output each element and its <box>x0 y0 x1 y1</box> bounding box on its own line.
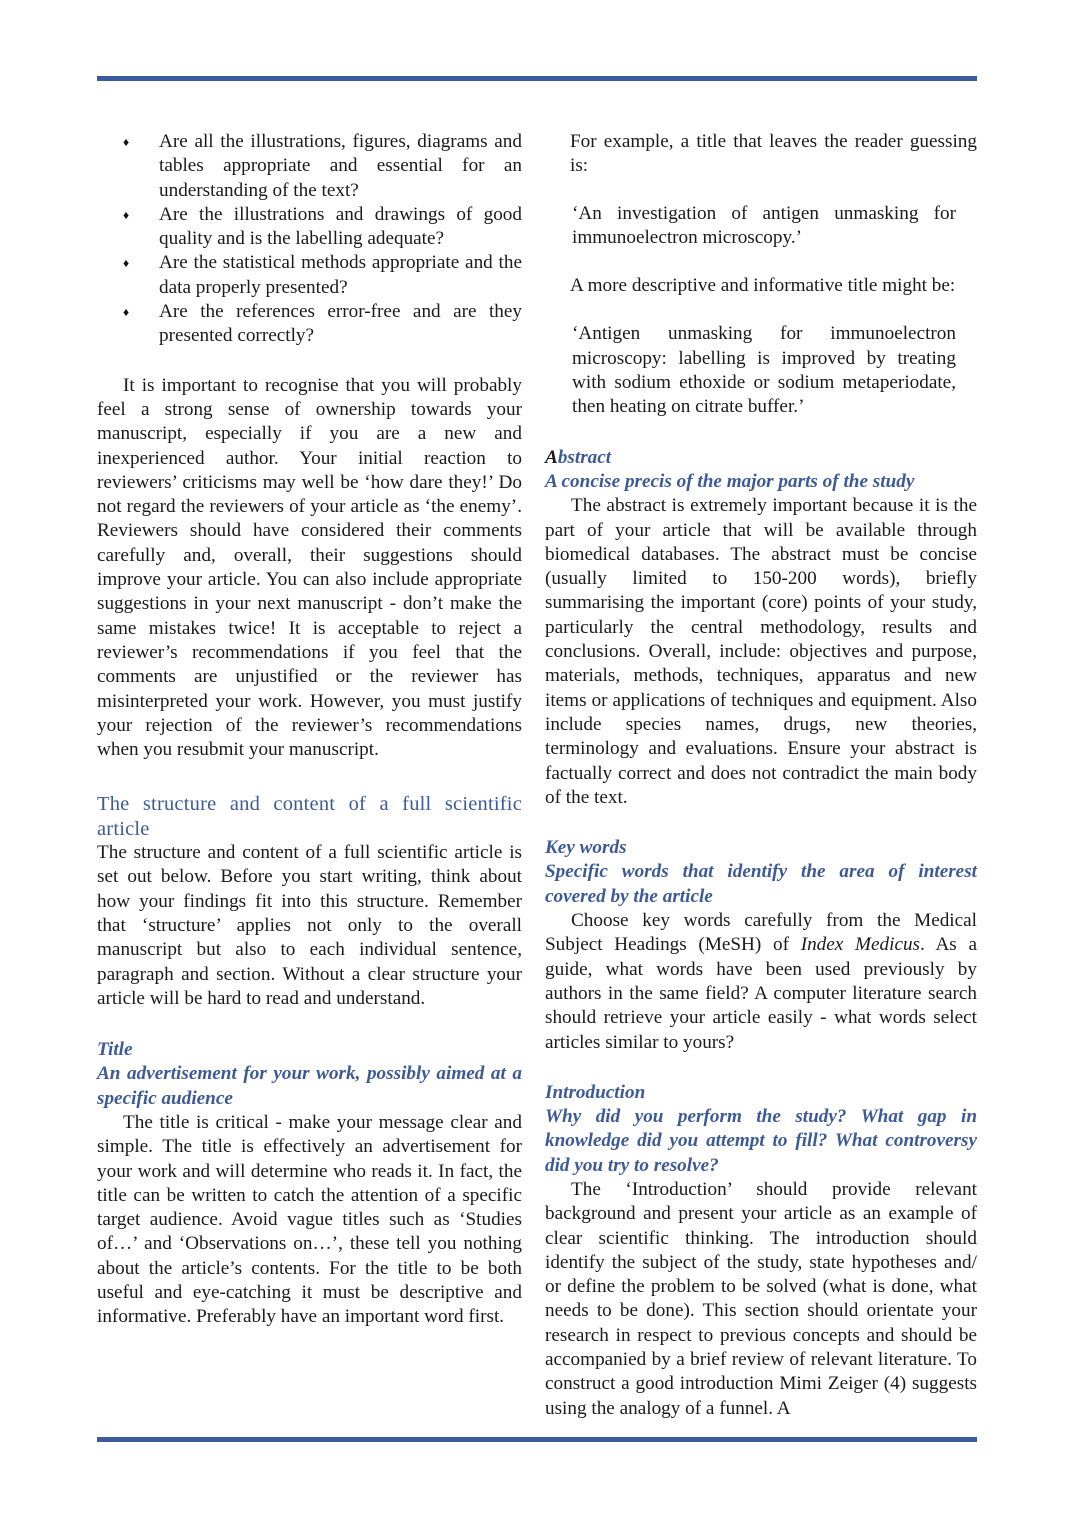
checklist-item <box>97 300 522 349</box>
keywords-paragraph <box>545 909 977 1055</box>
introduction-paragraph: The ‘Introduction’ should provide relevant background and present your article as an example of clear scientific thinking. The introduction should identify the subject of the study, state hypotheses and/ or define the problem to be solved (what is done, what needs to be done). This section should orientate your research in respect to previous concepts and should be accompanied by a brief review of relevant literature. To construct a good introduction Mimi Zeiger (4) suggests using the analogy of a funnel. A <box>545 1178 977 1419</box>
checklist-item <box>97 203 522 252</box>
bottom-rule <box>97 1437 977 1442</box>
introduction-subheading: Why did you perform the study? What gap in knowledge did you attempt to fill? What controversy did you try to resolve? <box>545 1106 977 1176</box>
example-good-title: ‘Antigen unmasking for immunoelectron microscopy: labelling is improved by treating with sodium ethoxide or sodium metaperiodate, then heating on citrate buffer.’ <box>572 323 956 418</box>
checklist-item-text: Are all the illustrations, figures, diagrams and tables appropriate and essential for an understanding of the text? <box>159 131 522 201</box>
checklist-item-text: Are the references error-free and are they presented correctly? <box>159 301 522 347</box>
keywords-text-part: . As a guide, what words have been used previously by authors in the same field? A computer literature search should retrieve your article easily - what words select articles similar to yours? <box>545 934 977 1053</box>
abstract-heading-rest: bstract <box>557 446 612 468</box>
example-intro: For example, a title that leaves the reader guessing is: <box>570 131 977 177</box>
example-bad-title: ‘An investigation of antigen unmasking for immunoelectron microscopy.’ <box>572 202 956 248</box>
example-better-intro: A more descriptive and informative title might be: <box>570 275 956 297</box>
abstract-paragraph: The abstract is extremely important because it is the part of your article that will be available through biomedical databases. The abstract must be concise (usually limited to 150-200 words), briefly summarising the important (core) points of your study, particularly the central methodology, results and conclusions. Overall, include: objectives and purpose, materials, methods, techniques, apparatus and new items or applications of techniques and equipment. Also include species names, drugs, new theories, terminology and evaluations. Ensure your abstract is factually correct and does not contradict the main body of the text. <box>545 495 977 808</box>
ownership-paragraph: It is important to recognise that you will probably feel a strong sense of ownership towards your manuscript, especially if you are a new and inexperienced author. Your initial reaction to reviewers’ criticisms may well be ‘how dare they!’ Do not regard the reviewers of your article as ‘the enemy’. Reviewers should have considered their comments carefully and, overall, their suggestions should improve your article. You can also include appropriate suggestions in your next manuscript - don’t make the same mistakes twice! It is acceptable to reject a reviewer’s recommendations if you feel that the comments are unjustified or the reviewer has misinterpreted your work. However, you must justify your rejection of the reviewer’s recommendations when you resubmit your manuscript. <box>97 374 522 761</box>
diamond-bullet-icon: ♦ <box>123 207 130 222</box>
introduction-heading: Introduction <box>545 1081 646 1103</box>
checklist-item-text: Are the statistical methods appropriate and the data properly presented? <box>159 252 522 298</box>
title-paragraph: The title is critical - make your message clear and simple. The title is effectively an advertisement for your work and will determine who reads it. In fact, the title can be written to catch the attention of a specific target audience. Avoid vague titles such as ‘Studies of…’ and ‘Observations on…’, these tell you nothing about the article’s contents. For the title to be both useful and eye-catching it must be descriptive and informative. Preferably have an important word first. <box>97 1111 522 1328</box>
diamond-bullet-icon: ♦ <box>123 305 130 320</box>
top-rule <box>97 76 977 81</box>
right-column <box>545 130 977 1421</box>
keywords-heading: Key words <box>545 837 627 859</box>
section-heading-structure: The structure and content of a full scientific article <box>97 793 522 840</box>
checklist-item-text: Are the illustrations and drawings of good quality and is the labelling adequate? <box>159 203 522 250</box>
abstract-heading <box>545 446 977 470</box>
abstract-heading-initial: A <box>545 446 558 468</box>
index-medicus-italic: Index Medicus <box>800 934 921 956</box>
title-heading: Title <box>97 1039 133 1061</box>
abstract-subheading: A concise precis of the major parts of the study <box>545 470 915 492</box>
diamond-bullet-icon: ♦ <box>123 256 130 271</box>
structure-paragraph: The structure and content of a full scientific article is set out below. Before you start writing, think about how your findings fit into this structure. Remember that ‘structure’ applies not only to the overall manuscript but also to each individual sentence, paragraph and section. Without a clear structure your article will be hard to read and understand. <box>97 842 522 1009</box>
title-subheading: An advertisement for your work, possibly aimed at a specific audience <box>97 1063 522 1109</box>
checklist-item <box>97 251 522 300</box>
left-column <box>97 130 522 1330</box>
keywords-text-part: Choose key words carefully from the Medical Subject Headings (MeSH) of <box>545 910 977 956</box>
review-checklist <box>97 130 522 349</box>
keywords-subheading: Specific words that identify the area of interest covered by the article <box>545 861 977 907</box>
diamond-bullet-icon: ♦ <box>123 135 130 149</box>
checklist-item <box>97 130 522 203</box>
